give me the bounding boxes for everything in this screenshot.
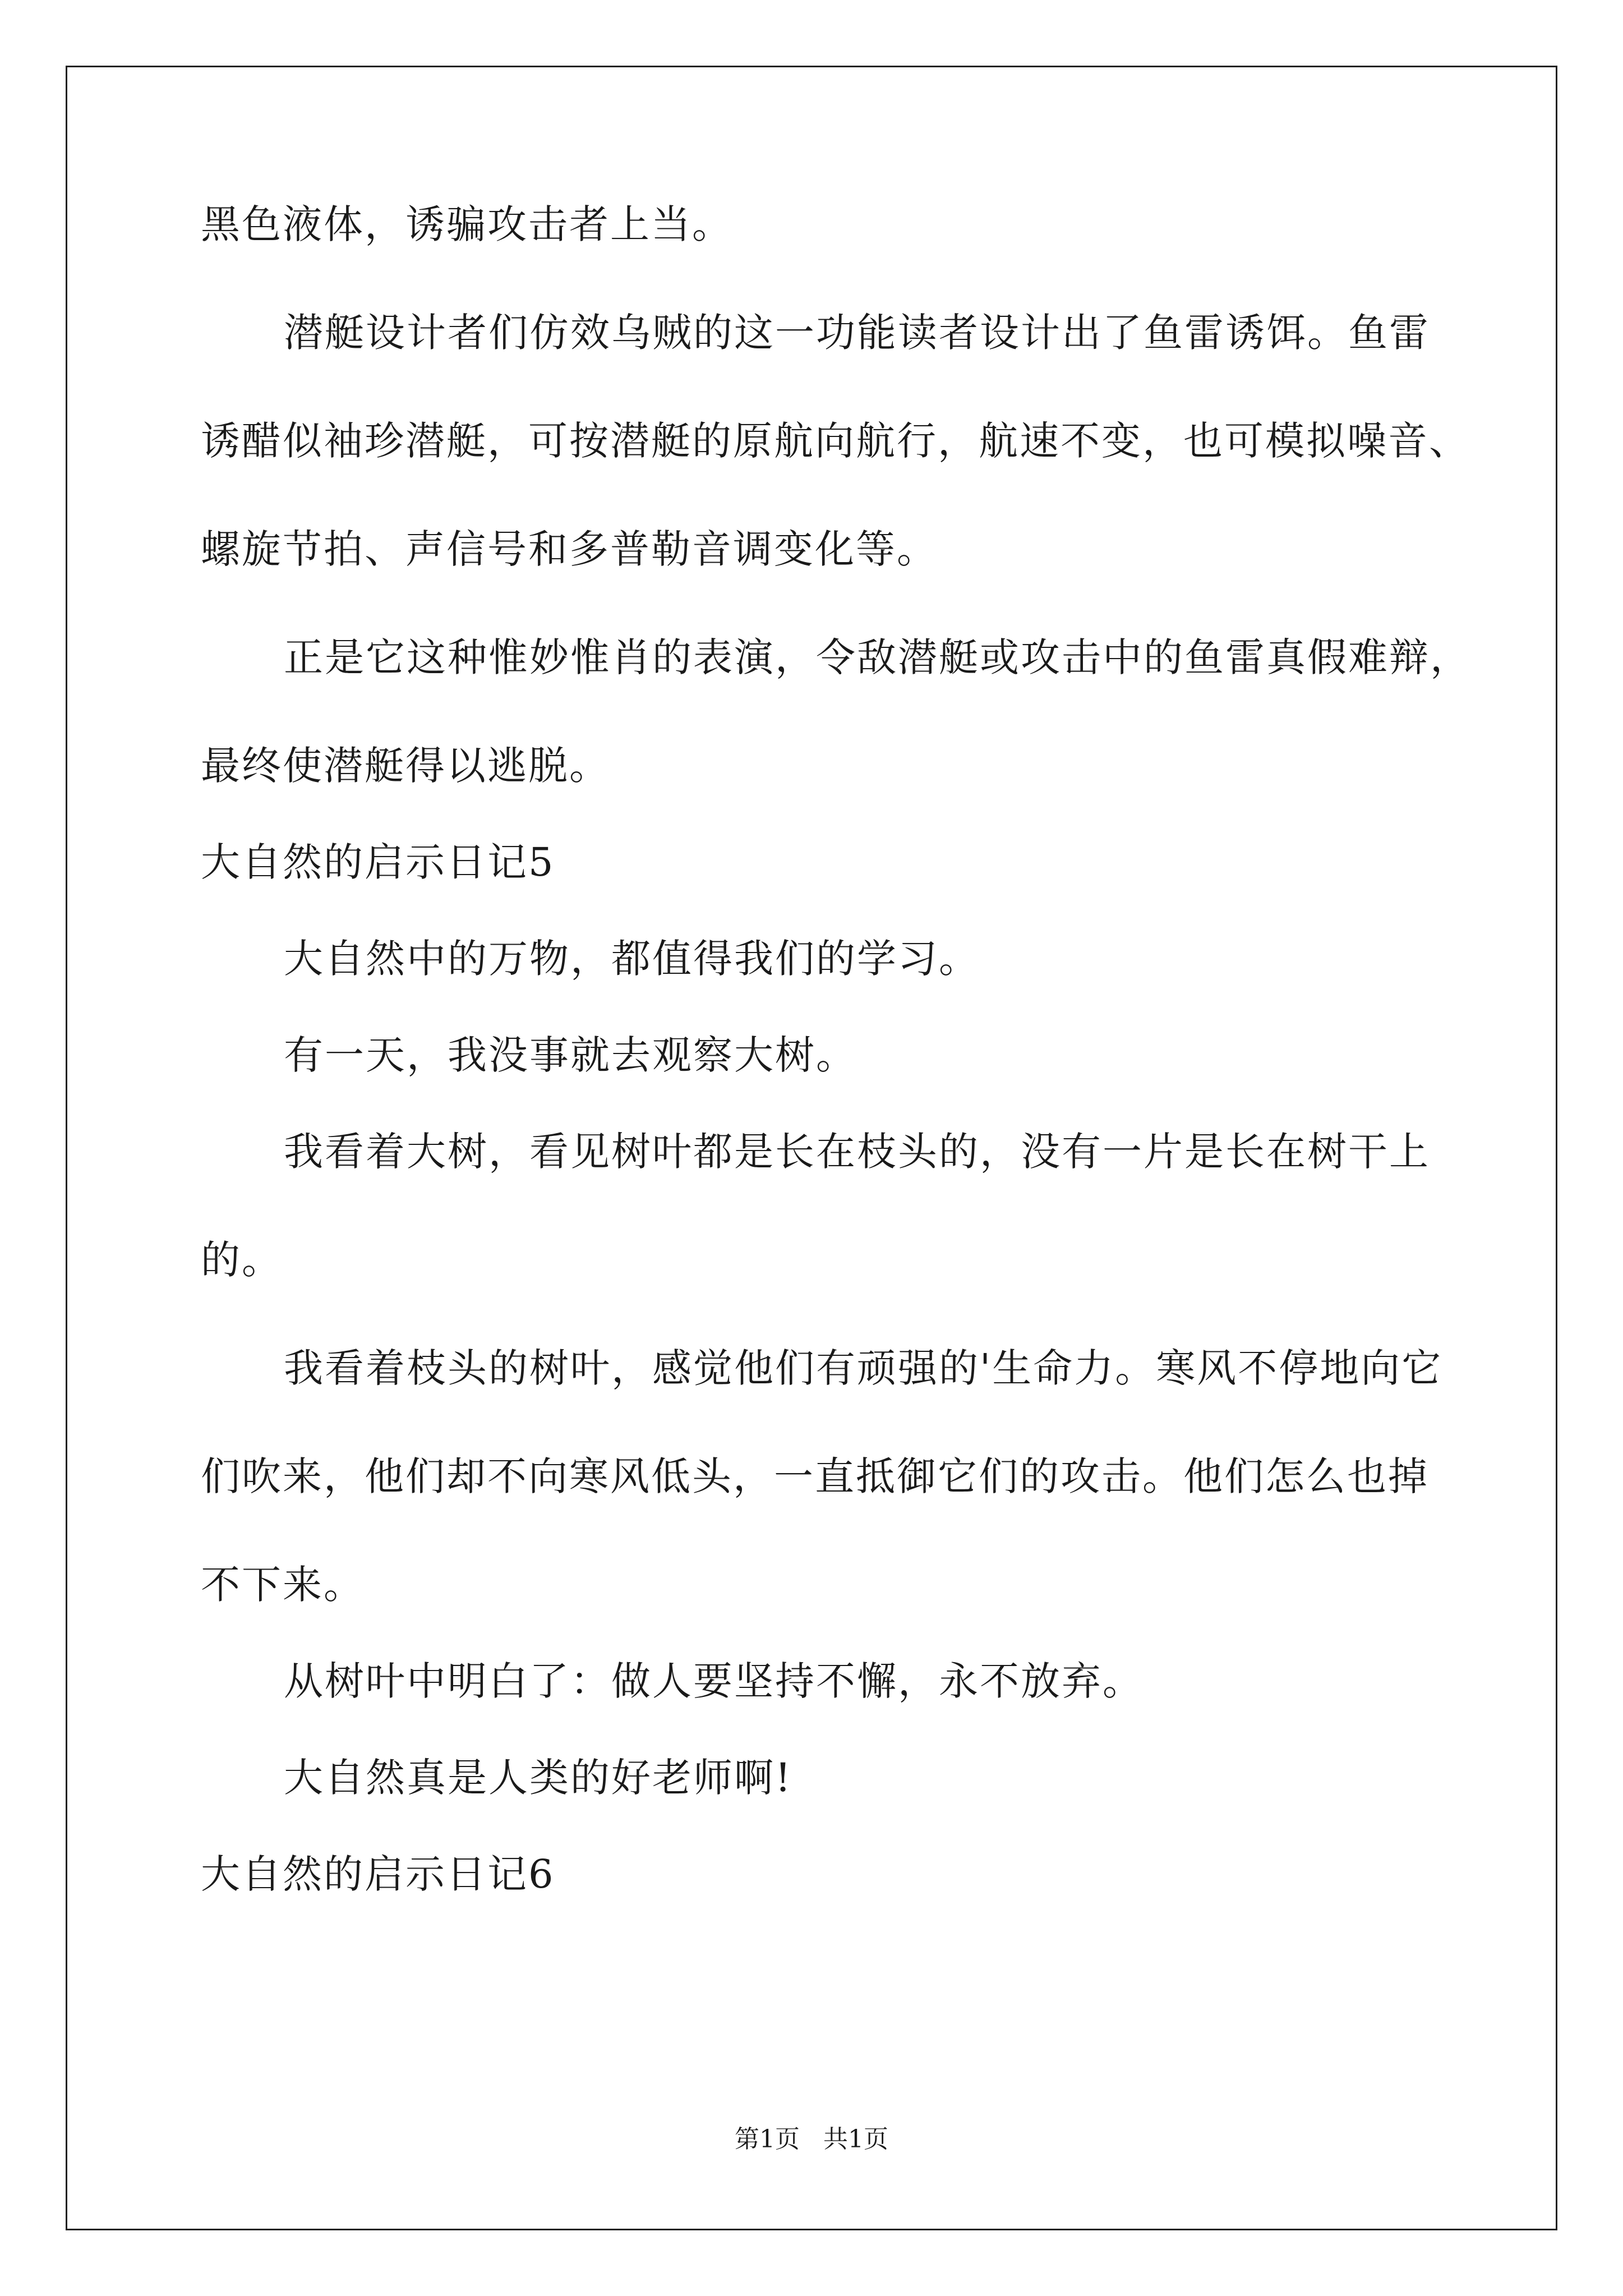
text-line: 正是它这种惟妙惟肖的表演，令敌潜艇或攻击中的鱼雷真假难辩， <box>284 634 1471 680</box>
section-heading: 大自然的启示日记5 <box>201 839 555 885</box>
text-line: 不下来。 <box>201 1562 365 1608</box>
text-line: 诱醋似袖珍潜艇，可按潜艇的原航向航行，航速不变，也可模拟噪音、 <box>201 418 1470 464</box>
text-line: 潜艇设计者们仿效乌贼的这一功能读者设计出了鱼雷诱饵。鱼雷 <box>284 310 1430 356</box>
text-line: 有一天，我没事就去观察大树。 <box>284 1032 857 1078</box>
text-line: 我看着枝头的树叶，感觉他们有顽强的'生命力。寒风不停地向它 <box>284 1345 1443 1391</box>
text-line: 从树叶中明白了：做人要坚持不懈，永不放弃。 <box>284 1658 1144 1704</box>
text-line: 们吹来，他们却不向寒风低头，一直抵御它们的攻击。他们怎么也掉 <box>201 1453 1429 1499</box>
text-line: 最终使潜艇得以逃脱。 <box>201 743 610 789</box>
text-line: 螺旋节拍、声信号和多普勒音调变化等。 <box>201 526 938 572</box>
text-line: 我看着大树，看见树叶都是长在枝头的，没有一片是长在树干上 <box>284 1129 1430 1175</box>
text-line: 大自然中的万物，都值得我们的学习。 <box>284 936 980 982</box>
text-line: 大自然真是人类的好老师啊! <box>284 1755 793 1801</box>
page-number-footer: 第1页 共1页 <box>735 2125 888 2154</box>
section-heading: 大自然的启示日记6 <box>201 1851 555 1897</box>
text-line: 的。 <box>201 1237 283 1283</box>
document-body <box>201 197 1471 1901</box>
text-line: 黑色液体，诱骗攻击者上当。 <box>201 201 733 247</box>
